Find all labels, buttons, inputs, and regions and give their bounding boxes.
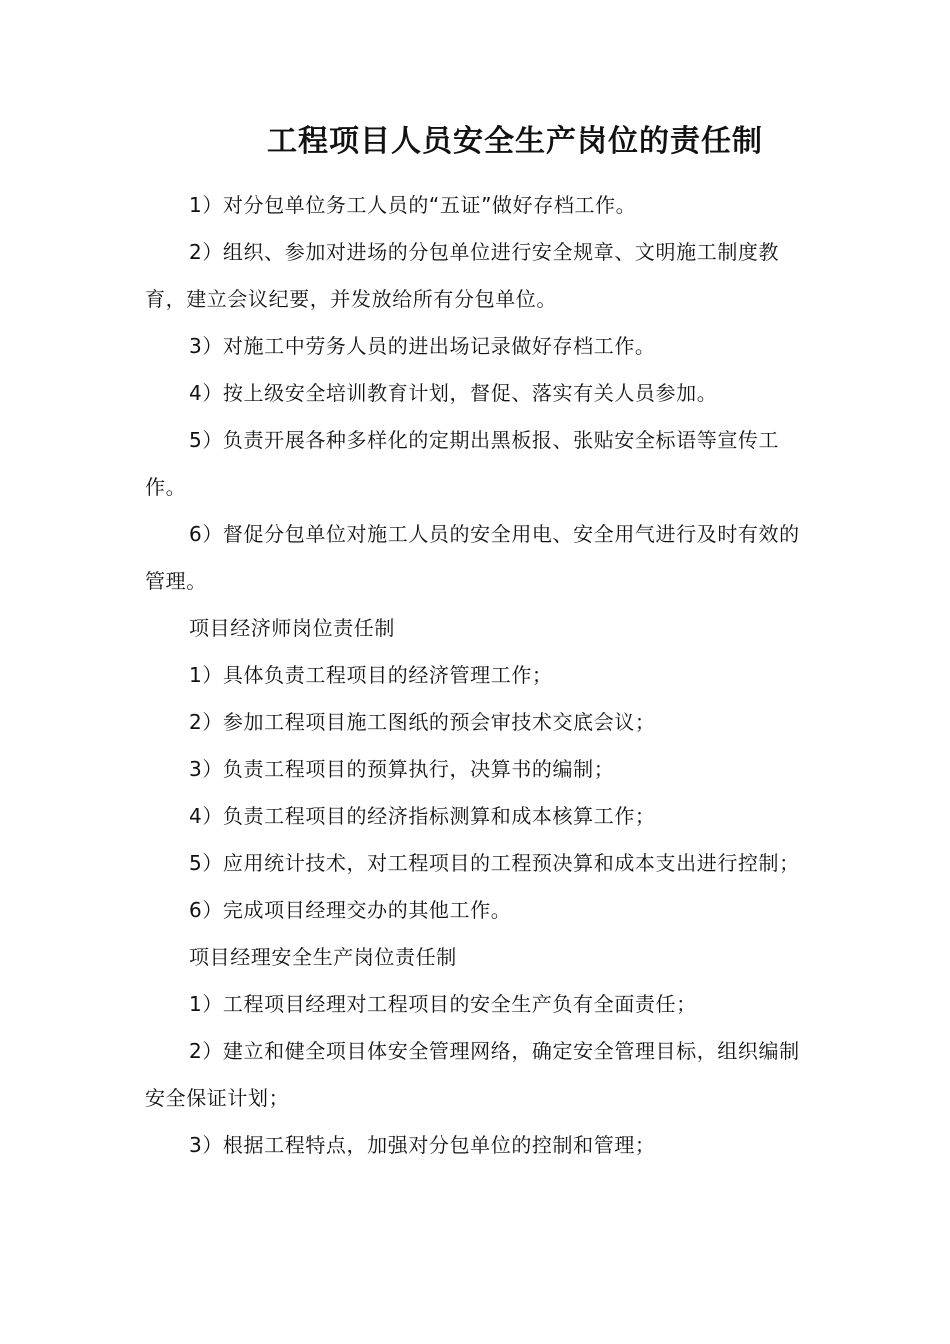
paragraph: 6）督促分包单位对施工人员的安全用电、安全用气进行及时有效的管理。 [145, 522, 800, 593]
paragraph: 3）负责工程项目的预算执行，决算书的编制； [189, 757, 615, 781]
document-body [145, 182, 810, 1169]
paragraph: 4）按上级安全培训教育计划，督促、落实有关人员参加。 [189, 381, 718, 405]
paragraph: 2）组织、参加对进场的分包单位进行安全规章、文明施工制度教育，建立会议纪要，并发放给所有分包单位。 [145, 240, 780, 311]
paragraph: 1）具体负责工程项目的经济管理工作； [189, 663, 553, 687]
section-heading: 项目经理安全生产岗位责任制 [189, 945, 457, 969]
paragraph: 3）根据工程特点，加强对分包单位的控制和管理； [189, 1133, 656, 1157]
paragraph: 1）对分包单位务工人员的“五证”做好存档工作。 [189, 193, 637, 217]
paragraph: 2）参加工程项目施工图纸的预会审技术交底会议； [189, 710, 656, 734]
paragraph: 6）完成项目经理交办的其他工作。 [189, 898, 512, 922]
document-title: 工程项目人员安全生产岗位的责任制 [267, 124, 763, 159]
paragraph: 5）负责开展各种多样化的定期出黑板报、张贴安全标语等宣传工作。 [145, 428, 780, 499]
paragraph: 4）负责工程项目的经济指标测算和成本核算工作； [189, 804, 656, 828]
section-heading: 项目经济师岗位责任制 [189, 616, 395, 640]
paragraph: 3）对施工中劳务人员的进出场记录做好存档工作。 [189, 334, 656, 358]
paragraph: 5）应用统计技术，对工程项目的工程预决算和成本支出进行控制； [189, 851, 800, 875]
paragraph: 2）建立和健全项目体安全管理网络，确定安全管理目标，组织编制安全保证计划； [145, 1039, 800, 1110]
paragraph: 1）工程项目经理对工程项目的安全生产负有全面责任； [189, 992, 697, 1016]
